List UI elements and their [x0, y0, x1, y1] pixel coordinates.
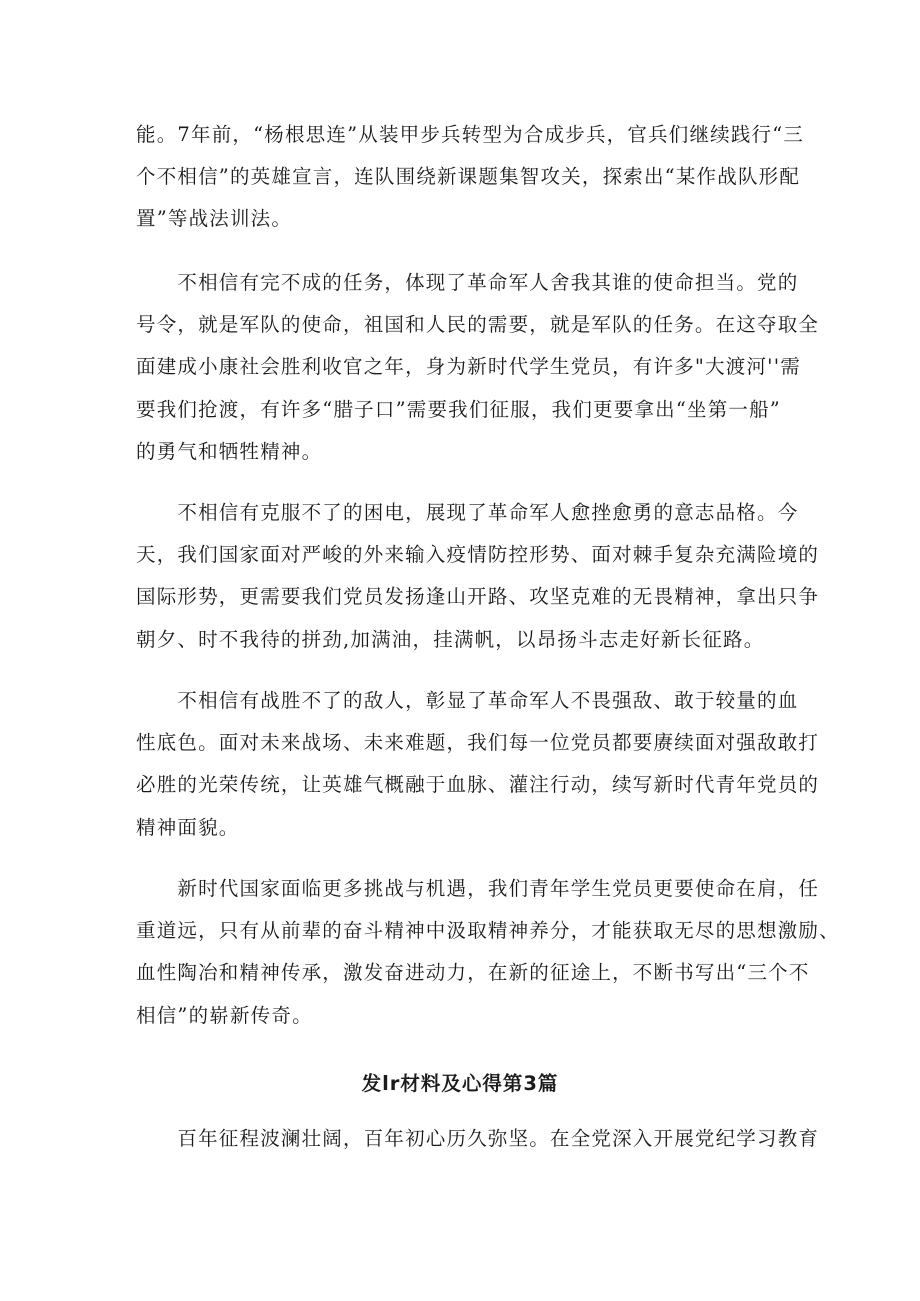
text-line: 的勇气和牺牲精神。	[136, 439, 323, 463]
section-heading: 发lr材料及心得第3篇	[361, 1072, 559, 1095]
text-line: 相信”的崭新传奇。	[136, 1003, 313, 1027]
text-line: 重道远，只有从前辈的奋斗精神中汲取精神养分，才能获取无尽的思想激励、	[136, 919, 840, 943]
text-line: 国际形势，更需要我们党员发扬逢山开路、攻坚克难的无畏精神，拿出只争	[136, 585, 820, 609]
text-line: 能。7年前，“杨根思连”从装甲步兵转型为合成步兵，官兵们继续践行“三	[136, 123, 805, 146]
text-line: 性底色。面对未来战场、未来难题，我们每一位党员都要赓续面对强敌敢打	[136, 731, 820, 755]
text-line: 不相信有战胜不了的敌人，彰显了革命军人不畏强敌、敢于较量的血	[136, 689, 799, 712]
paragraph-5	[136, 868, 840, 1037]
text-line: 必胜的光荣传统，让英雄气概融于血脉、灌注行动，续写新时代青年党员的	[136, 773, 820, 797]
text-line: 不相信有克服不了的困电，展现了革命军人愈挫愈勇的意志品格。今	[136, 501, 799, 524]
text-line: 精神面貌。	[136, 815, 240, 839]
text-line: 面建成小康社会胜利收官之年，身为新时代学生党员，有许多"大渡河''需	[136, 355, 801, 379]
text-line: 个不相信”的英雄宣言，连队围绕新课题集智攻关，探索出“某作战队形配	[136, 165, 801, 189]
text-line: 天，我们国家面对严峻的外来输入疫情防控形势、面对棘手复杂充满险境的	[136, 543, 820, 567]
text-line: 要我们抢渡，有许多“腊子口”需要我们征服，我们更要拿出“坐第一船”	[136, 397, 781, 421]
paragraph-4	[136, 680, 820, 849]
paragraph-2	[136, 262, 820, 473]
paragraph-1	[136, 114, 805, 241]
paragraph-3	[136, 492, 820, 661]
text-line: 百年征程波澜壮阔，百年初心历久弥坚。在全党深入开展党纪学习教育	[136, 1127, 820, 1150]
text-line: 不相信有完不成的任务，体现了革命军人舍我其谁的使命担当。党的	[136, 271, 799, 294]
text-line: 号令，就是军队的使命，祖国和人民的需要，就是军队的任务。在这夺取全	[136, 313, 820, 337]
text-line: 血性陶冶和精神传承，激发奋进动力，在新的征途上，不断书写出“三个不	[136, 961, 810, 985]
paragraph-6	[136, 1118, 820, 1160]
text-line: 新时代国家面临更多挑战与机遇，我们青年学生党员更要使命在肩，任	[136, 877, 820, 900]
text-line: 朝夕、时不我待的拼劲,加满油，挂满帆，以昂扬斗志走好新长征路。	[136, 627, 765, 651]
text-line: 置”等战法训法。	[136, 207, 293, 231]
